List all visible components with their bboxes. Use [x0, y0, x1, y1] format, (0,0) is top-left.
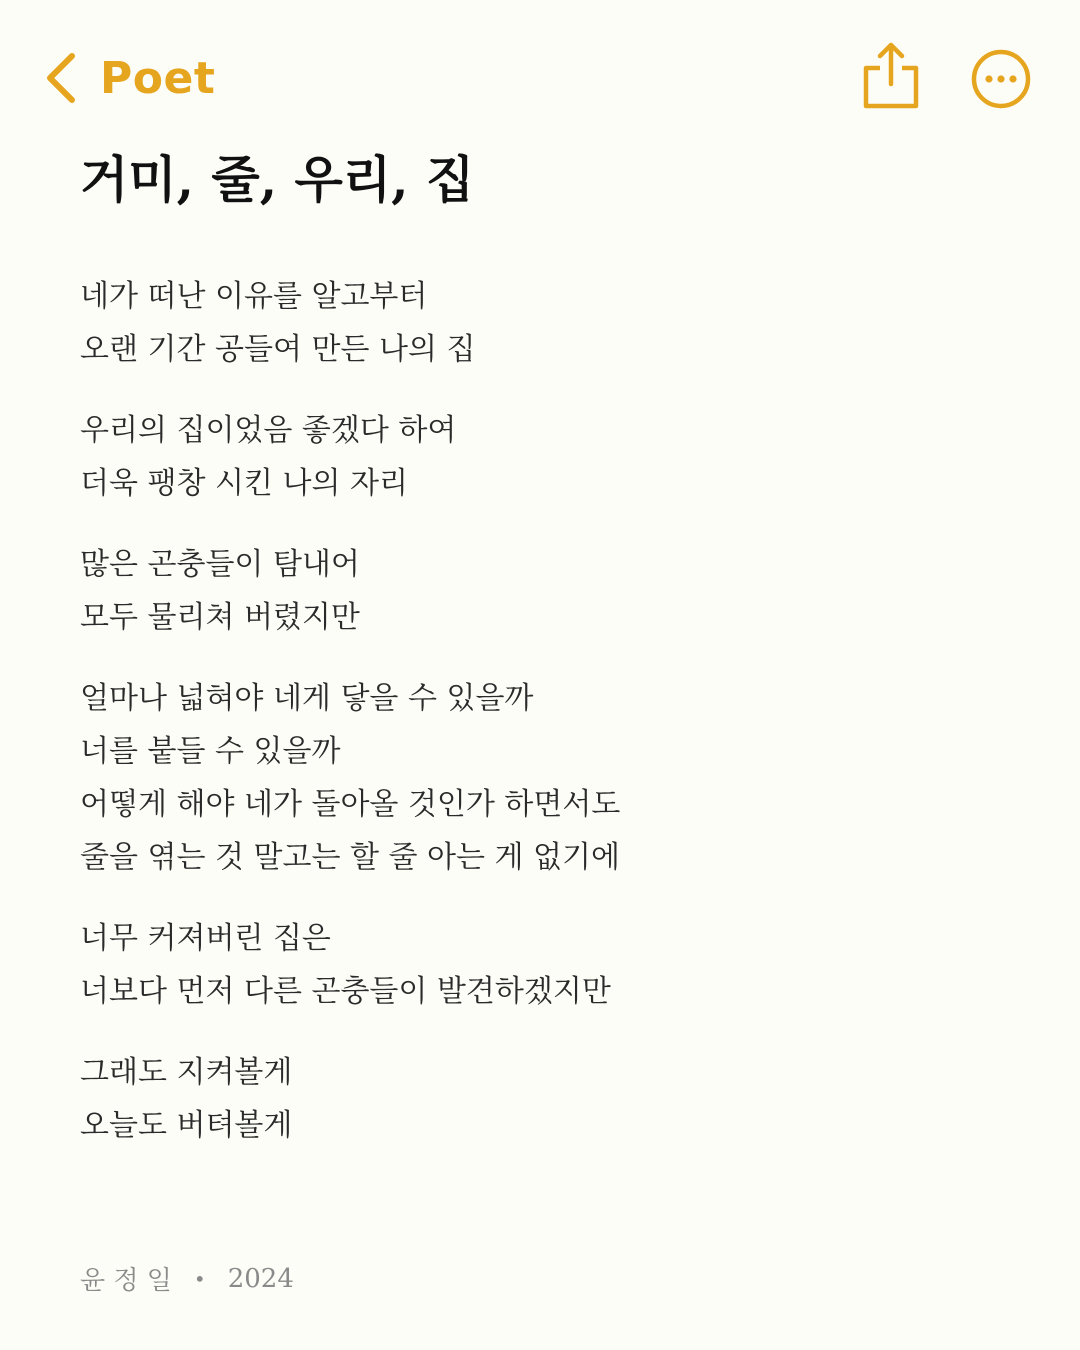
poem-line: 더욱 팽창 시킨 나의 자리 [80, 466, 408, 501]
poem-line: 네가 떠난 이유를 알고부터 [80, 279, 428, 314]
poem-line: 너를 붙들 수 있을까 [80, 734, 341, 769]
poem-year: 2024 [227, 1263, 294, 1294]
more-icon [970, 95, 1032, 114]
poem-line: 너보다 먼저 다른 곤충들이 발견하겠지만 [80, 974, 611, 1009]
poem-line: 많은 곤충들이 탐내어 [80, 547, 360, 582]
poem-line: 너무 커져버린 집은 [80, 921, 331, 956]
stanza [80, 404, 1020, 510]
poem-line: 줄을 엮는 것 말고는 할 줄 아는 게 없기에 [80, 840, 620, 875]
stanza [80, 672, 1020, 884]
stanza [80, 538, 1020, 644]
share-icon [862, 97, 920, 116]
share-button[interactable] [862, 40, 920, 112]
more-options-button[interactable] [970, 48, 1032, 110]
poem-line: 어떻게 해야 네가 돌아올 것인가 하면서도 [80, 787, 621, 822]
stanza [80, 1046, 1020, 1152]
poem-title: 거미, 줄, 우리, 집 [80, 150, 475, 209]
poem-line: 우리의 집이었음 좋겠다 하여 [80, 413, 457, 448]
poem-body [80, 270, 1020, 1180]
poem-line: 모두 물리쳐 버렸지만 [80, 600, 360, 635]
navigation-bar [0, 0, 1080, 160]
poem-line: 오랜 기간 공들여 만든 나의 집 [80, 332, 476, 367]
poem-footer [80, 1260, 294, 1297]
poem-line: 얼마나 넓혀야 네게 닿을 수 있을까 [80, 681, 534, 716]
back-label: Poet [100, 52, 216, 104]
separator-dot: • [193, 1266, 206, 1291]
poem-line: 그래도 지켜볼게 [80, 1055, 293, 1090]
stanza [80, 912, 1020, 1018]
stanza [80, 270, 1020, 376]
poem-line: 오늘도 버텨볼게 [80, 1108, 293, 1143]
back-button[interactable] [44, 50, 215, 106]
chevron-left-icon [44, 50, 78, 106]
author-name: 윤 정 일 [80, 1266, 172, 1296]
